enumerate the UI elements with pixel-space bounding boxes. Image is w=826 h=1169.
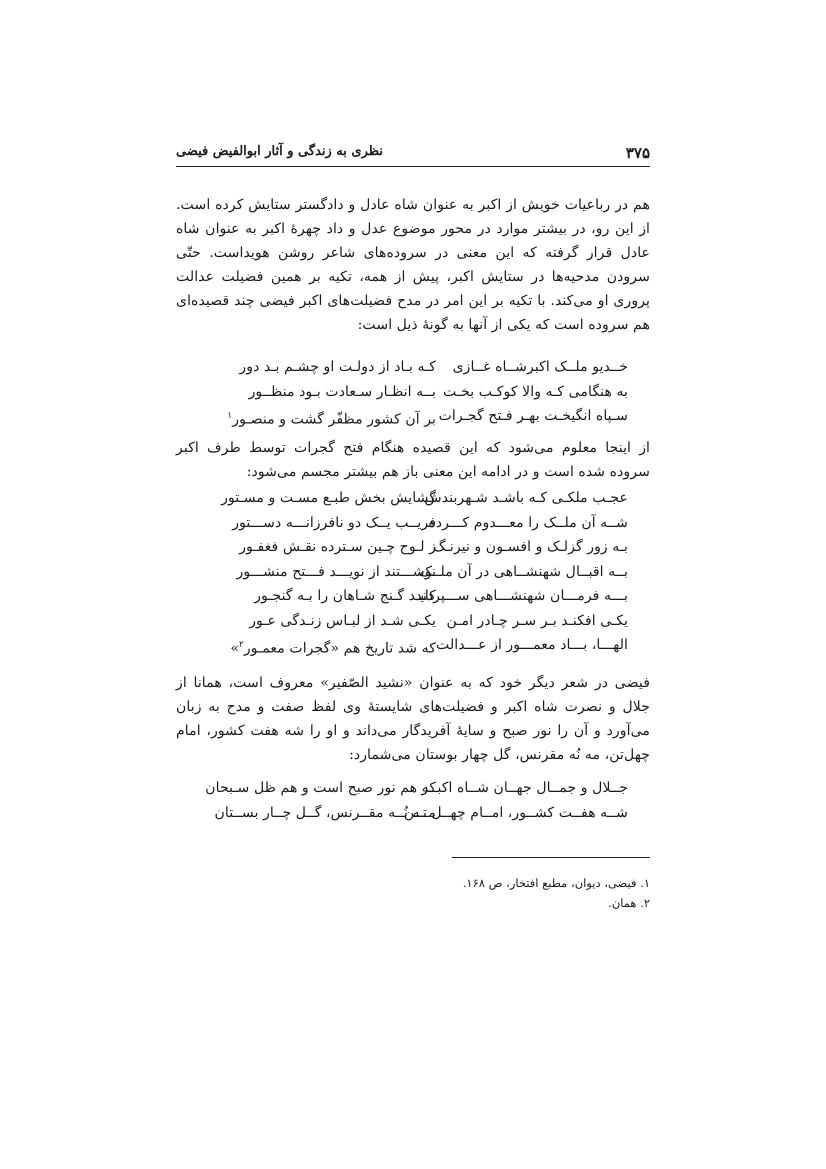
hemistich-second: که هم نور صبح است و هم ظل سـبحان xyxy=(205,780,436,796)
running-title: نظری به زندگی و آثار ابوالفیض فیضی xyxy=(176,144,384,159)
hemistich-second: مــه نُــه مقــرنس، گــل چــار بســتان xyxy=(214,804,436,821)
verse-line xyxy=(176,633,650,658)
hemistich-text: که شد تاریخ هم «گجرات معمـور xyxy=(243,640,436,657)
hemistich-first: خــدیو ملــک اکبرشــاه غــازی xyxy=(452,359,628,375)
poem-qasida-1 xyxy=(176,355,650,429)
hemistich-second: گشایش بخش طبـع مسـت و مسـتور xyxy=(221,490,436,506)
poem-qasida-2 xyxy=(176,486,650,658)
hemistich-first: شــه آن ملــک را معـــدوم کـــرده xyxy=(428,514,628,531)
verse-line xyxy=(176,511,650,536)
hemistich-first: سـپاه انگیخـت بهـر فـتح گجـرات xyxy=(438,408,628,424)
hemistich-second: یکـی شـد از لبـاس زنـدگی عـور xyxy=(249,612,436,629)
verse-line xyxy=(176,776,650,801)
footnote-1: ۱. فیضی، دیوان، مطبع افتخار، ص ۱۶۸. xyxy=(462,876,650,890)
footnote-marker: ۲ xyxy=(239,640,244,650)
verse-line xyxy=(176,560,650,585)
hemistich-first: جــلال و جمــال جهــان شــاه اکبــر xyxy=(421,780,628,796)
verse-line xyxy=(176,801,650,826)
hemistich-first: الهـــا، بـــاد معمـــور از عـــدالت xyxy=(436,637,628,653)
hemistich-second: کلیـد گـنج شـاهان را بـه گنجـور xyxy=(254,588,436,604)
hemistich-second: فریــب یــک دو نافرزانـــه دســـتور xyxy=(232,514,436,531)
hemistich-second: ز لـوح چـین سـترده نقـش فغفـور xyxy=(239,539,436,555)
verse-line xyxy=(176,486,650,511)
verse-line xyxy=(176,404,650,429)
closing-quote: » xyxy=(230,640,240,657)
verse-line xyxy=(176,355,650,380)
running-header xyxy=(176,140,650,167)
footnote-divider xyxy=(452,857,650,858)
paragraph-intro: هم در رباعیات خویش از اکبر به عنوان شاه عادل و دادگستر ستایش کرده است. از این رو، در بیشتر موارد در محور موضوع عدل و داد چهرهٔ اکبر به عنوان شاه عادل قرار گرفته که این معنی در سروده‌های شاعر روشن هویداست. حتّی سرودن مدحیه‌ها در ستایش اکبر، پیش از همه، تکیه بر همین فضیلت عدالت پروری او می‌کند. با تکیه بر این امر در مدح فضیلت‌های اکبر فیضی چند قصیده‌ای هم سروده است که یکی از آنها به گونهٔ ذیل است: xyxy=(176,197,650,333)
hemistich-first: عجـب ملکـی کـه باشـد شـهربندش xyxy=(424,490,628,506)
verse-line xyxy=(176,609,650,634)
hemistich-first: یکـی افکنـد بـر سـر چـادر امـن xyxy=(446,612,628,629)
hemistich-first: بـــه فرمـــان شهنشـــاهی ســـپردند xyxy=(415,588,628,604)
verse-line xyxy=(176,535,650,560)
verse-line xyxy=(176,380,650,405)
hemistich-second xyxy=(176,404,436,429)
footnote-2: ۲. همان. xyxy=(608,896,650,910)
poem-nashid xyxy=(176,776,650,825)
hemistich-second: نوشـــتند از نویـــد فـــتح منشـــور xyxy=(236,563,436,580)
verse-line xyxy=(176,584,650,609)
hemistich-first: شــه هفــت کشــور، امــام چهــل تــن xyxy=(403,804,628,821)
hemistich-second: کـه بـاد از دولـت او چشـم بـد دور xyxy=(239,359,436,375)
hemistich-second: بــه انظـار سـعادت بـود منظــور xyxy=(248,383,436,400)
hemistich-text: بر آن کشور مظفّر گشت و منصـور xyxy=(232,411,436,428)
footnote-marker: ۱ xyxy=(227,411,233,421)
hemistich-first: بـه زور گزلـک و افسـون و نیرنـگ xyxy=(433,539,628,555)
hemistich-first: بــه اقبــال شهنشــاهی در آن ملــک xyxy=(419,563,628,580)
hemistich-first: به هنگامی کـه والا کوکـب بخـت xyxy=(443,383,628,400)
paragraph-nashid: فیضی در شعر دیگر خود که به عنوان «نشید الصّفیر» معروف است، همانا از جلال و نصرت شاه اکبر و فضیلت‌های شایستهٔ وی لفظ صفت و مدح به زبان می‌آورد و آن را نور صبح و سایهٔ آفریدگار می‌داند و او را شه هفت کشور، امام چهل‌تن، مه نُه مقرنس، گل چهار بوستان می‌شمارد: xyxy=(176,675,650,763)
footnotes xyxy=(176,873,650,913)
paragraph-gujarat: از اینجا معلوم می‌شود که این قصیده هنگام فتح گجرات توسط طرف اکبر سروده شده است و در ادامه این معنی باز هم بیشتر مجسم می‌شود: xyxy=(176,440,650,480)
hemistich-second xyxy=(176,633,436,658)
page-number: ۳۷۵ xyxy=(625,144,650,162)
